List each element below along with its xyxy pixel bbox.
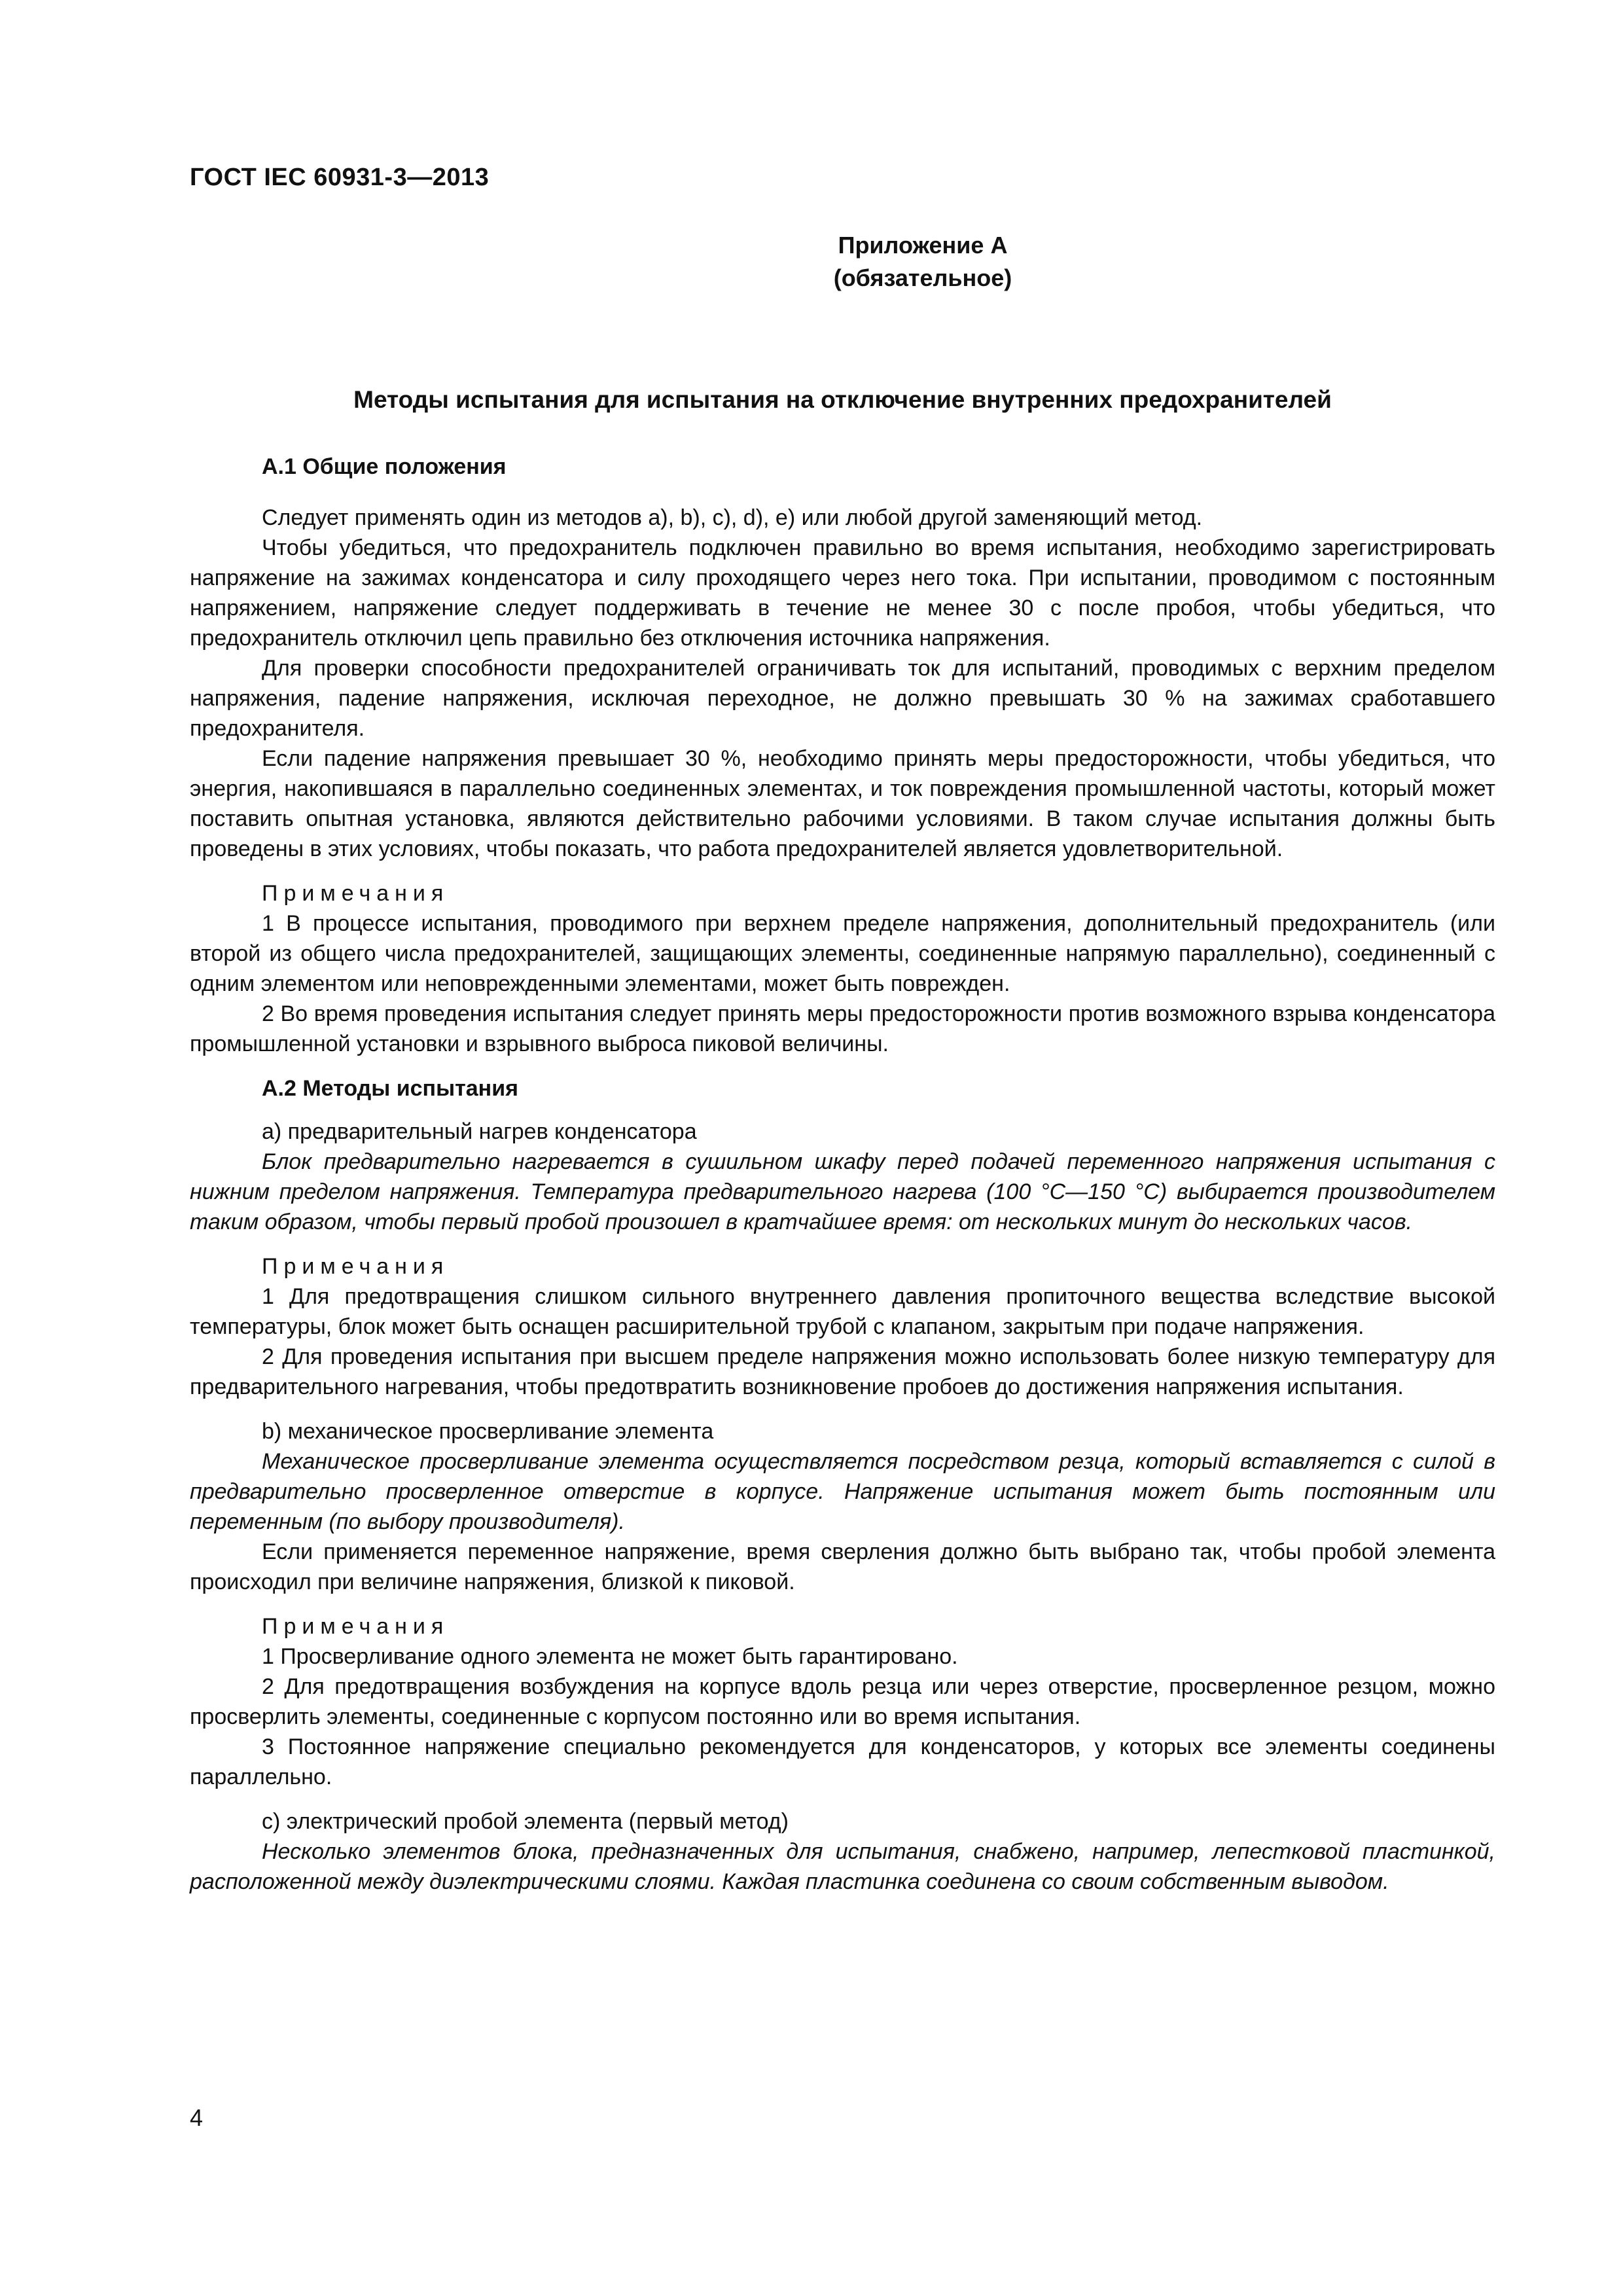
note: 2 Для проведения испытания при высшем пределе напряжения можно использовать более низкую температуру для предварительного нагревания, чтобы предотвратить возникновение пробоев до достижения напряжения испытания. [190, 1344, 1495, 1399]
annex-heading [0, 229, 1623, 295]
method-b-text: Механическое просверливание элемента осуществляется посредством резца, который вставляется с силой в предварительно просверленное отверстие в корпусе. Напряжение испытания может быть постоянным или переменным (по выбору производителя). [190, 1449, 1495, 1534]
note: 1 Просверливание одного элемента не может быть гарантировано. [262, 1644, 958, 1669]
annex-title: Приложение А [838, 232, 1008, 259]
method-b-title: b) механическое просверливание элемента [262, 1419, 714, 1444]
note: 3 Постоянное напряжение специально рекомендуется для конденсаторов, у которых все элементы соединены параллельно. [190, 1734, 1495, 1789]
note: 2 Во время проведения испытания следует принять меры предосторожности против возможного взрыва конденсатора промышленной установки и взрывного выброса пиковой величины. [190, 1001, 1495, 1056]
paragraph: Для проверки способности предохранителей ограничивать ток для испытаний, проводимых с верхним пределом напряжения, падение напряжения, исключая переходное, не должно превышать 30 % на зажимах сработавшего предохранителя. [190, 656, 1495, 741]
notes-heading: Примечания [262, 881, 450, 906]
paragraph: Чтобы убедиться, что предохранитель подключен правильно во время испытания, необходимо зарегистрировать напряжение на зажимах конденсатора и силу проходящего через него тока. При испытании, проводимом с постоянным напряжением, напряжение следует поддерживать в течение не менее 30 с после пробоя, чтобы убедиться, что предохранитель отключил цепь правильно без отключения источника напряжения. [190, 535, 1495, 651]
method-a-text: Блок предварительно нагревается в сушильном шкафу перед подачей переменного напряжения испытания с нижним пределом напряжения. Температура предварительного нагрева (100 °С—150 °С) выбирается производителем таким образом, чтобы первый пробой произошел в кратчайшее время: от нескольких минут до нескольких часов. [190, 1149, 1495, 1234]
note: 2 Для предотвращения возбуждения на корпусе вдоль резца или через отверстие, просверленное резцом, можно просверлить элементы, соединенные с корпусом постоянно или во время испытания. [190, 1674, 1495, 1729]
page-number: 4 [190, 2104, 204, 2131]
section-a2-heading: А.2 Методы испытания [262, 1076, 518, 1101]
section-a1-heading: А.1 Общие положения [262, 454, 507, 479]
main-title: Методы испытания для испытания на отключение внутренних предохранителей [353, 386, 1332, 413]
method-a-title: a) предварительный нагрев конденсатора [262, 1119, 697, 1144]
paragraph: Если применяется переменное напряжение, время сверления должно быть выбрано так, чтобы пробой элемента происходил при величине напряжения, близкой к пиковой. [190, 1539, 1495, 1594]
paragraph: Следует применять один из методов a), b), c), d), e) или любой другой заменяющий метод. [262, 505, 1203, 530]
note: 1 Для предотвращения слишком сильного внутреннего давления пропиточного вещества вследствие высокой температуры, блок может быть оснащен расширительной трубой с клапаном, закрытым при подаче напряжения. [190, 1284, 1495, 1339]
paragraph: Если падение напряжения превышает 30 %, необходимо принять меры предосторожности, чтобы убедиться, что энергия, накопившаяся в параллельно соединенных элементах, и ток повреждения промышленной частоты, который может поставить опытная установка, являются действительно рабочими условиями. В таком случае испытания должны быть проведены в этих условиях, чтобы показать, что работа предохранителей является удовлетворительной. [190, 746, 1495, 861]
notes-heading: Примечания [262, 1254, 450, 1279]
notes-heading: Примечания [262, 1614, 450, 1639]
annex-status: (обязательное) [833, 264, 1012, 291]
method-c-title: c) электрический пробой элемента (первый метод) [262, 1809, 789, 1834]
note: 1 В процессе испытания, проводимого при верхнем пределе напряжения, дополнительный предохранитель (или второй из общего числа предохранителей, защищающих элементы, соединенные напрямую параллельно), соединенный с одним элементом или неповрежденными элементами, может быть поврежден. [190, 911, 1495, 996]
body-text [190, 452, 1495, 1897]
method-c-text: Несколько элементов блока, предназначенных для испытания, снабжено, например, лепестковой пластинкой, расположенной между диэлектрическими слоями. Каждая пластинка соединена со своим собственным выводом. [190, 1839, 1495, 1894]
document-code: ГОСТ IEC 60931-3—2013 [190, 164, 490, 191]
